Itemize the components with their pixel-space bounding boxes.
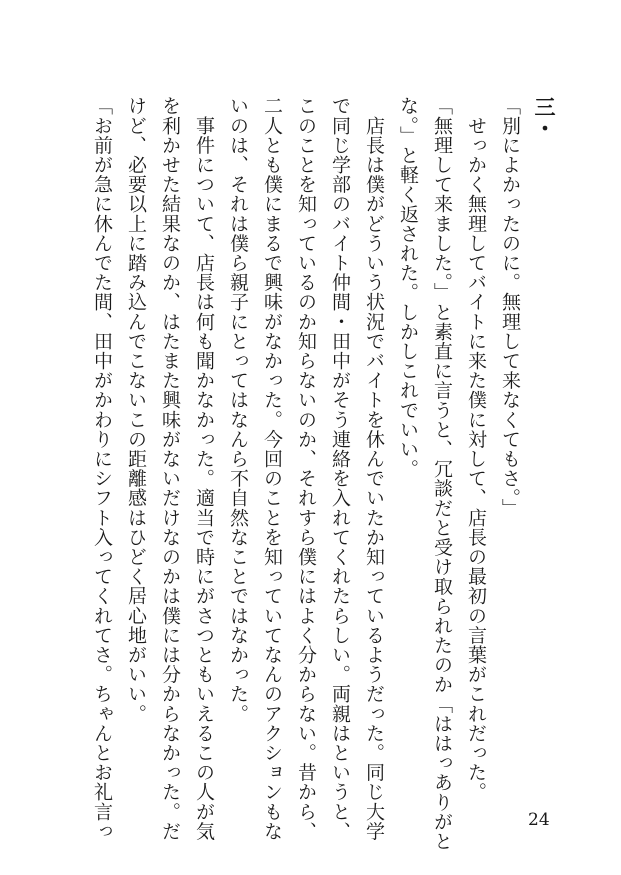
text-line-7: で同じ学部のバイト仲間・田中がそう連絡を入れてくれたらしい。両親はというと、 bbox=[329, 96, 351, 841]
text-line-12: を利かせた結果なのか、はたまた興味がないだけなのかは僕には分からなかった。だ bbox=[159, 96, 181, 841]
text-line-6: 店長は僕がどういう状況でバイトを休んでいたか知っているようだった。同じ大学 bbox=[363, 96, 385, 841]
text-line-13: けど、必要以上に踏み込んでこないこの距離感はひどく居心地がいい。 bbox=[125, 96, 147, 724]
text-line-9: 二人とも僕にまるで興味がなかった。今回のことを知っていてなんのアクションもな bbox=[261, 96, 283, 841]
text-line-4: な。」と軽く返された。しかしこれでいい。 bbox=[397, 96, 419, 479]
text-line-14: 「お前が急に休んでた間、田中がかわりにシフト入ってくれてさ。ちゃんとお礼言っ bbox=[91, 96, 113, 841]
text-line-3: 「無理して来ました。」と素直に言うと、冗談だと受け取られたのか「ははっありがと bbox=[431, 96, 453, 851]
text-line-10: いのは、それは僕ら親子にとってはなんら不自然なことではなかった。 bbox=[227, 96, 249, 724]
text-line-1: 「別によかったのに。無理して来なくてもさ。」 bbox=[499, 96, 521, 518]
text-line-11: 事件について、店長は何も聞かなかった。適当で時にがさつともいえるこの人が気 bbox=[193, 96, 215, 841]
page-number: 24 bbox=[528, 810, 550, 830]
text-line-2: せっかく無理してバイトに来た僕に対して、店長の最初の言葉がこれだった。 bbox=[465, 96, 487, 802]
section-heading: 三・ bbox=[532, 96, 557, 140]
text-line-8: このことを知っているのか知らないのか、それすら僕にはよく分からない。昔から、 bbox=[295, 96, 317, 841]
